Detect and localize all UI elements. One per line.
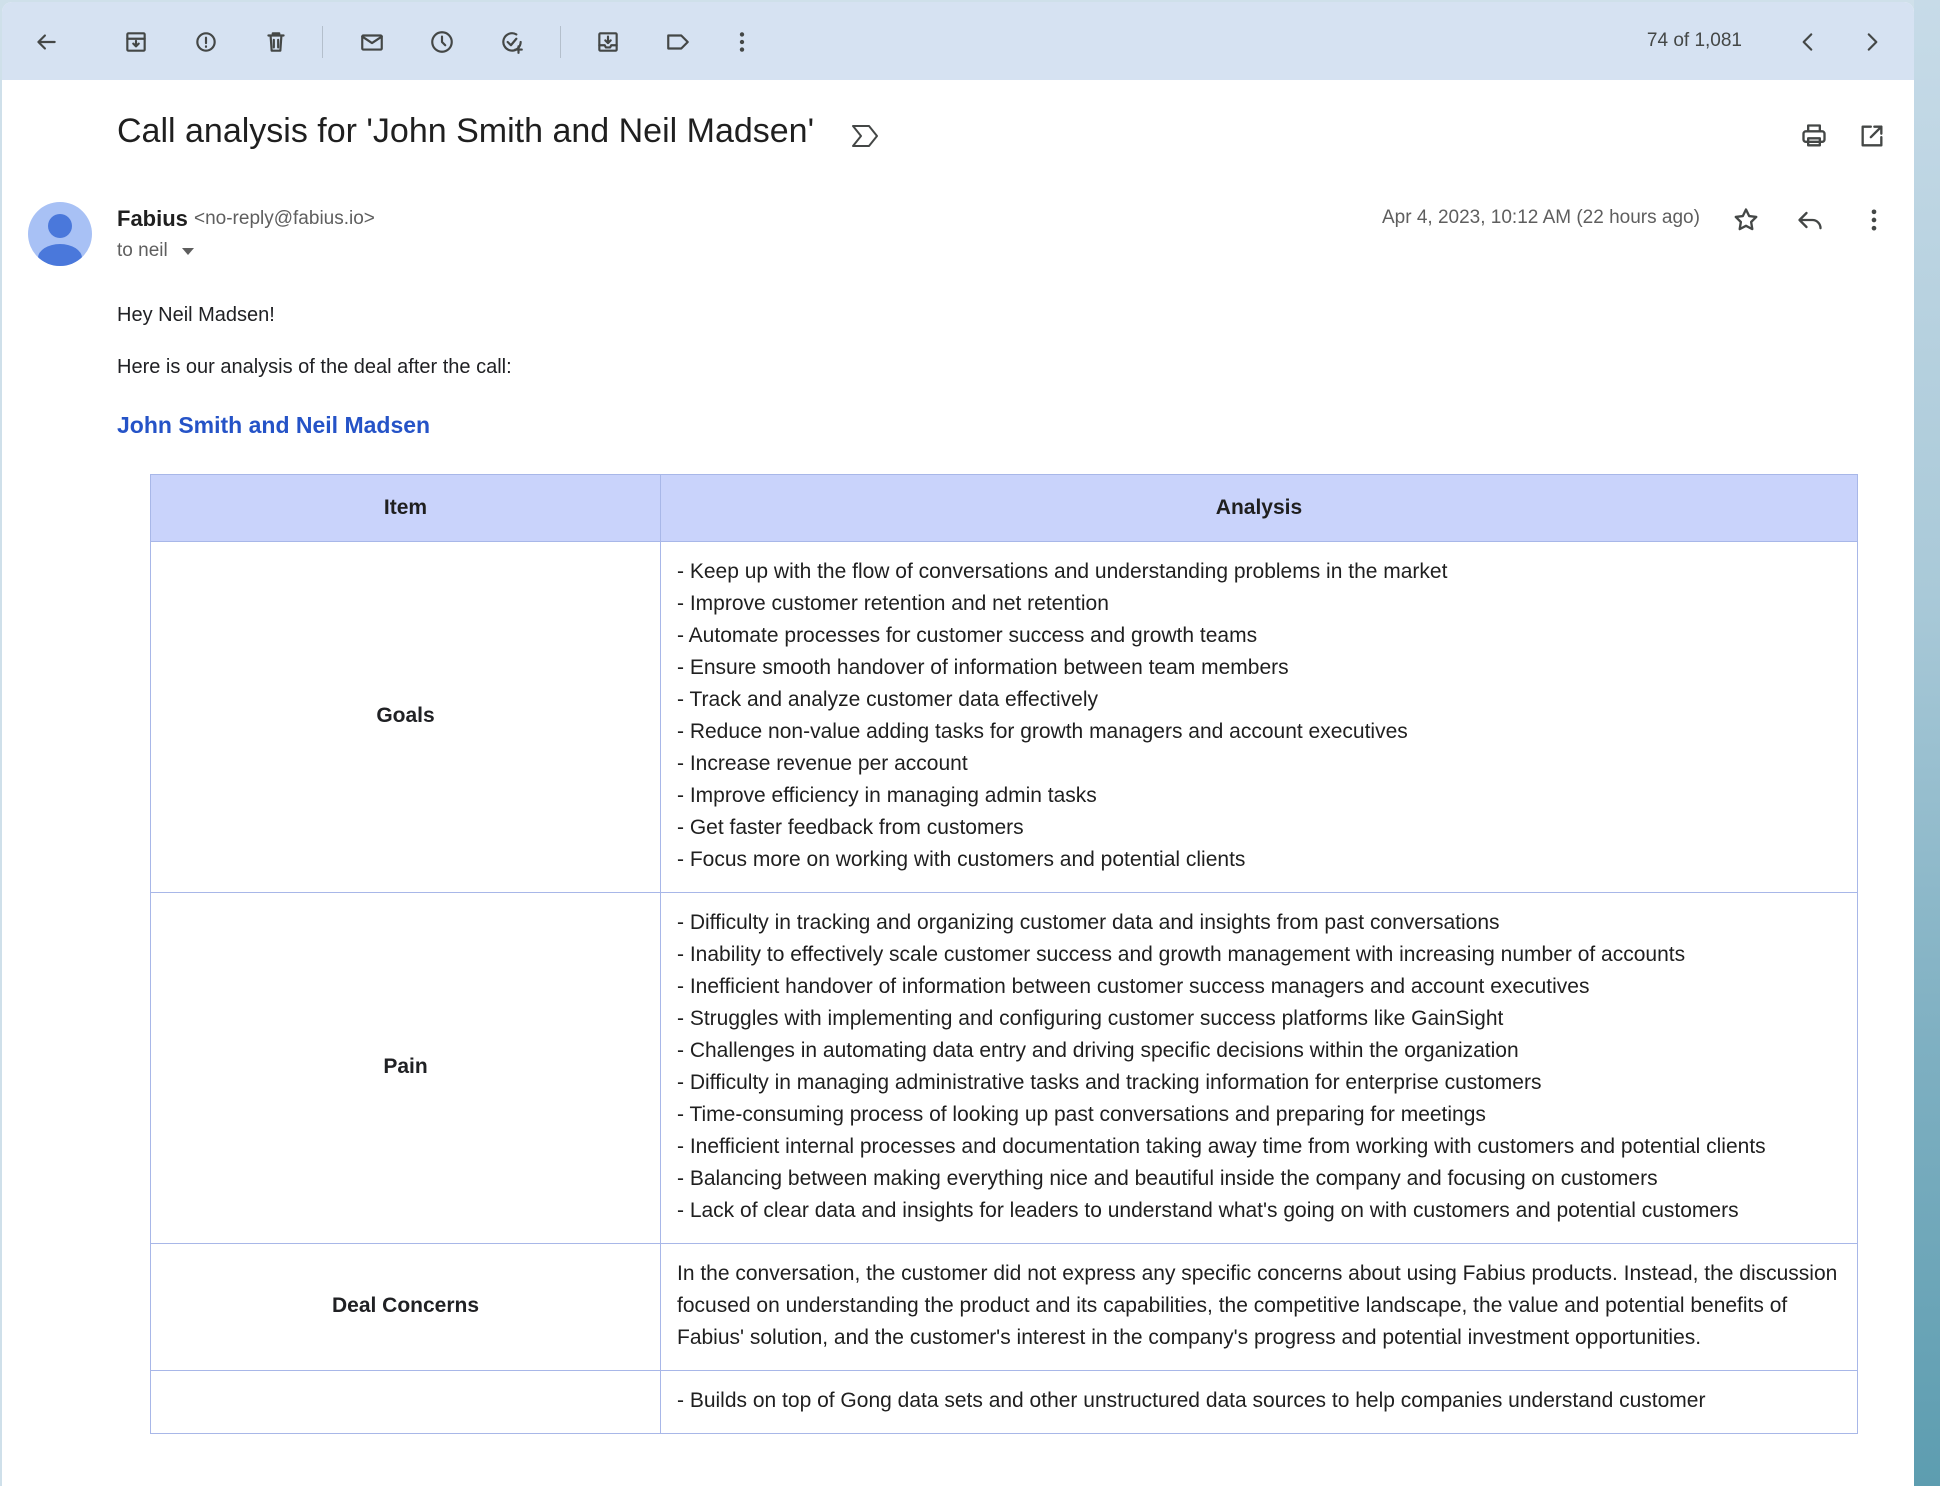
print-icon[interactable] bbox=[1794, 116, 1834, 156]
toolbar bbox=[2, 2, 1914, 80]
more-options-icon[interactable] bbox=[1854, 200, 1894, 240]
deal-title-link[interactable]: John Smith and Neil Madsen bbox=[117, 412, 431, 438]
important-label-icon[interactable] bbox=[850, 122, 880, 150]
analysis-line: - Struggles with implementing and configuring customer success platforms like GainSight bbox=[677, 1007, 1504, 1030]
analysis-table bbox=[150, 474, 1858, 1434]
analysis-line: - Increase revenue per account bbox=[677, 752, 968, 775]
analysis-line: - Inability to effectively scale customer success and growth management with increasing number of accounts bbox=[677, 943, 1686, 966]
table-row bbox=[151, 1244, 1858, 1371]
row-item bbox=[151, 1371, 661, 1434]
back-arrow-icon[interactable] bbox=[26, 22, 66, 62]
mark-unread-icon[interactable] bbox=[352, 22, 392, 62]
label-icon[interactable] bbox=[658, 22, 698, 62]
analysis-line: - Reduce non-value adding tasks for growth managers and account executives bbox=[677, 720, 1408, 743]
header-analysis: Analysis bbox=[661, 475, 1858, 542]
row-analysis bbox=[661, 1371, 1858, 1434]
email-greeting: Hey Neil Madsen! bbox=[117, 304, 275, 326]
sender-name: Fabius bbox=[117, 206, 188, 231]
analysis-line: - Improve efficiency in managing admin tasks bbox=[677, 784, 1097, 807]
row-item: Deal Concerns bbox=[151, 1244, 661, 1371]
email-subject: Call analysis for 'John Smith and Neil Madsen' bbox=[117, 112, 815, 150]
analysis-line: - Ensure smooth handover of information between team members bbox=[677, 656, 1289, 679]
more-vert-icon[interactable] bbox=[722, 22, 762, 62]
analysis-line: - Improve customer retention and net retention bbox=[677, 592, 1109, 615]
add-task-icon[interactable] bbox=[492, 22, 532, 62]
analysis-line: - Challenges in automating data entry and driving specific decisions within the organization bbox=[677, 1039, 1519, 1062]
desktop-background bbox=[1914, 0, 1940, 1486]
sender-email: <no-reply@fabius.io> bbox=[194, 208, 375, 229]
move-to-icon[interactable] bbox=[588, 22, 628, 62]
analysis-line: - Focus more on working with customers and potential clients bbox=[677, 848, 1246, 871]
snooze-clock-icon[interactable] bbox=[422, 22, 462, 62]
analysis-line: - Difficulty in managing administrative tasks and tracking information for enterprise customers bbox=[677, 1071, 1542, 1094]
analysis-line: - Inefficient internal processes and documentation taking away time from working with customers and potential clients bbox=[677, 1135, 1766, 1158]
email-window bbox=[2, 2, 1914, 1486]
analysis-line: - Track and analyze customer data effectively bbox=[677, 688, 1098, 711]
toolbar-divider bbox=[560, 26, 561, 58]
row-analysis bbox=[661, 1244, 1858, 1371]
analysis-line: - Keep up with the flow of conversations and understanding problems in the market bbox=[677, 560, 1448, 583]
header-item: Item bbox=[151, 475, 661, 542]
row-item: Goals bbox=[151, 542, 661, 893]
chevron-down-icon[interactable] bbox=[182, 248, 194, 255]
table-row bbox=[151, 542, 1858, 893]
table-row bbox=[151, 893, 1858, 1244]
star-icon[interactable] bbox=[1726, 200, 1766, 240]
analysis-paragraph: In the conversation, the customer did not express any specific concerns about using Fabius products. Instead, the discussion focused on understanding the product and its capabilities, the competitive landscape, the value and potential benefits of Fabius' solution, and the customer's interest in the company's progress and potential investment opportunities. bbox=[677, 1262, 1838, 1349]
avatar bbox=[28, 202, 92, 266]
analysis-line: - Builds on top of Gong data sets and other unstructured data sources to help companies understand customer bbox=[677, 1389, 1706, 1412]
next-email-icon[interactable] bbox=[1852, 22, 1892, 62]
analysis-line: - Automate processes for customer success and growth teams bbox=[677, 624, 1258, 647]
reply-icon[interactable] bbox=[1790, 200, 1830, 240]
table-header-row bbox=[151, 475, 1858, 542]
analysis-line: - Lack of clear data and insights for leaders to understand what's going on with customers and potential customers bbox=[677, 1199, 1739, 1222]
analysis-line: - Get faster feedback from customers bbox=[677, 816, 1024, 839]
email-intro: Here is our analysis of the deal after the call: bbox=[117, 356, 512, 378]
row-item: Pain bbox=[151, 893, 661, 1244]
open-in-new-window-icon[interactable] bbox=[1852, 116, 1892, 156]
email-date: Apr 4, 2023, 10:12 AM (22 hours ago) bbox=[1382, 207, 1700, 228]
previous-email-icon[interactable] bbox=[1788, 22, 1828, 62]
delete-icon[interactable] bbox=[256, 22, 296, 62]
report-spam-icon[interactable] bbox=[186, 22, 226, 62]
analysis-line: - Inefficient handover of information between customer success managers and account executives bbox=[677, 975, 1590, 998]
analysis-line: - Time-consuming process of looking up past conversations and preparing for meetings bbox=[677, 1103, 1486, 1126]
table-row bbox=[151, 1371, 1858, 1434]
analysis-line: - Difficulty in tracking and organizing customer data and insights from past conversations bbox=[677, 911, 1500, 934]
recipient-details[interactable] bbox=[117, 240, 194, 262]
toolbar-divider bbox=[322, 26, 323, 58]
archive-icon[interactable] bbox=[116, 22, 156, 62]
recipient-text: to neil bbox=[117, 240, 168, 261]
row-analysis bbox=[661, 542, 1858, 893]
analysis-line: - Balancing between making everything nice and beautiful inside the company and focusing on customers bbox=[677, 1167, 1658, 1190]
pager-count: 74 of 1,081 bbox=[1646, 30, 1742, 51]
row-analysis bbox=[661, 893, 1858, 1244]
